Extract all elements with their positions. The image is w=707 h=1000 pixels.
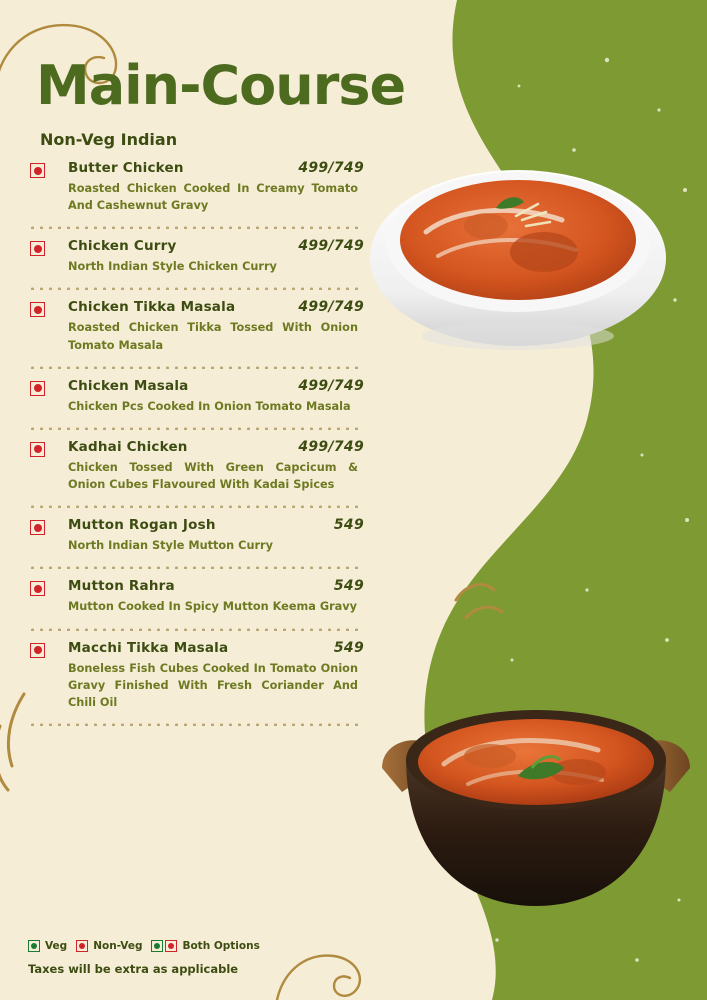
menu-item-header	[68, 299, 364, 315]
menu-item	[28, 578, 364, 615]
dotted-divider	[28, 502, 364, 508]
swirl-decoration-right	[450, 570, 520, 630]
kadhai-curry-photo	[372, 672, 702, 928]
swirl-decoration-bottom	[272, 930, 442, 1000]
menu-item-header	[68, 439, 364, 455]
menu-item-price: 499/749	[298, 160, 364, 176]
menu-item-price: 499/749	[298, 377, 364, 394]
non-veg-marker-icon	[30, 381, 45, 396]
menu-item	[28, 160, 364, 214]
legend-nonveg-label: Non-Veg	[93, 940, 143, 952]
menu-item-description: Chicken Pcs Cooked In Onion Tomato Masala	[68, 399, 351, 413]
dotted-divider	[28, 424, 364, 430]
menu-item-description: Boneless Fish Cubes Cooked In Tomato Onion Gravy Finished With Fresh Coriander And Chili Oil	[68, 661, 358, 709]
both-options-marker-icon	[151, 940, 177, 952]
legend-both-label: Both Options	[182, 940, 260, 952]
legend	[28, 940, 260, 952]
menu-item-header	[68, 517, 364, 533]
butter-chicken-bowl-photo	[366, 160, 676, 360]
menu-item-name: Butter Chicken	[68, 160, 184, 176]
menu-item-description: North Indian Style Chicken Curry	[68, 260, 277, 274]
dotted-divider	[28, 223, 364, 229]
menu-item-header	[68, 160, 364, 176]
dotted-divider	[28, 563, 364, 569]
non-veg-marker-icon	[30, 520, 45, 535]
veg-marker-icon	[28, 940, 40, 952]
menu-item-price: 499/749	[298, 438, 364, 455]
menu-item-name: Chicken Tikka Masala	[68, 299, 236, 316]
menu-item	[28, 517, 364, 554]
menu-item	[28, 238, 364, 275]
taxes-note: Taxes will be extra as applicable	[28, 962, 239, 976]
menu-item-name: Mutton Rogan Josh	[68, 517, 216, 534]
non-veg-marker-icon	[30, 442, 45, 457]
menu-item	[28, 640, 364, 711]
dotted-divider	[28, 720, 364, 726]
menu-item-price: 499/749	[298, 238, 364, 255]
menu-item-description: North Indian Style Mutton Curry	[68, 539, 273, 553]
section-subtitle: Non-Veg Indian	[40, 130, 178, 149]
legend-both	[151, 940, 259, 952]
menu-item-description: Roasted Chicken Tikka Tossed With Onion Tomato Masala	[68, 321, 358, 352]
menu-item-header	[68, 578, 364, 594]
non-veg-marker-icon	[30, 581, 45, 596]
menu-item-price: 499/749	[298, 299, 364, 316]
non-veg-marker-icon	[76, 940, 88, 952]
menu-item-header	[68, 378, 364, 394]
menu-item	[28, 299, 364, 353]
non-veg-marker-icon	[30, 241, 45, 256]
dotted-divider	[28, 625, 364, 631]
non-veg-marker-icon	[30, 163, 45, 178]
menu-item	[28, 378, 364, 415]
dotted-divider	[28, 284, 364, 290]
legend-veg	[28, 940, 67, 952]
menu-item-name: Chicken Curry	[68, 238, 177, 255]
menu-item-name: Macchi Tikka Masala	[68, 639, 229, 656]
menu-item-description: Roasted Chicken Cooked In Creamy Tomato And Cashewnut Gravy	[68, 182, 358, 213]
non-veg-marker-icon	[165, 940, 177, 952]
menu-item-price: 549	[333, 639, 364, 656]
menu-item-header	[68, 238, 364, 254]
menu-item-header	[68, 640, 364, 656]
menu-list	[28, 160, 364, 735]
non-veg-marker-icon	[30, 643, 45, 658]
menu-item-name: Mutton Rahra	[68, 578, 175, 595]
menu-item-name: Kadhai Chicken	[68, 438, 188, 455]
menu-item-price: 549	[333, 517, 364, 534]
non-veg-marker-icon	[30, 302, 45, 317]
veg-marker-icon	[151, 940, 163, 952]
menu-item-description: Chicken Tossed With Green Capcicum & Onion Cubes Flavoured With Kadai Spices	[68, 460, 358, 492]
dotted-divider	[28, 363, 364, 369]
menu-item-name: Chicken Masala	[68, 377, 189, 394]
menu-item	[28, 439, 364, 493]
legend-veg-label: Veg	[45, 940, 68, 952]
menu-item-price: 549	[333, 578, 364, 595]
menu-item-description: Mutton Cooked In Spicy Mutton Keema Gravy	[68, 600, 358, 614]
legend-nonveg	[76, 940, 142, 952]
page-title: Main-Course	[36, 54, 406, 117]
